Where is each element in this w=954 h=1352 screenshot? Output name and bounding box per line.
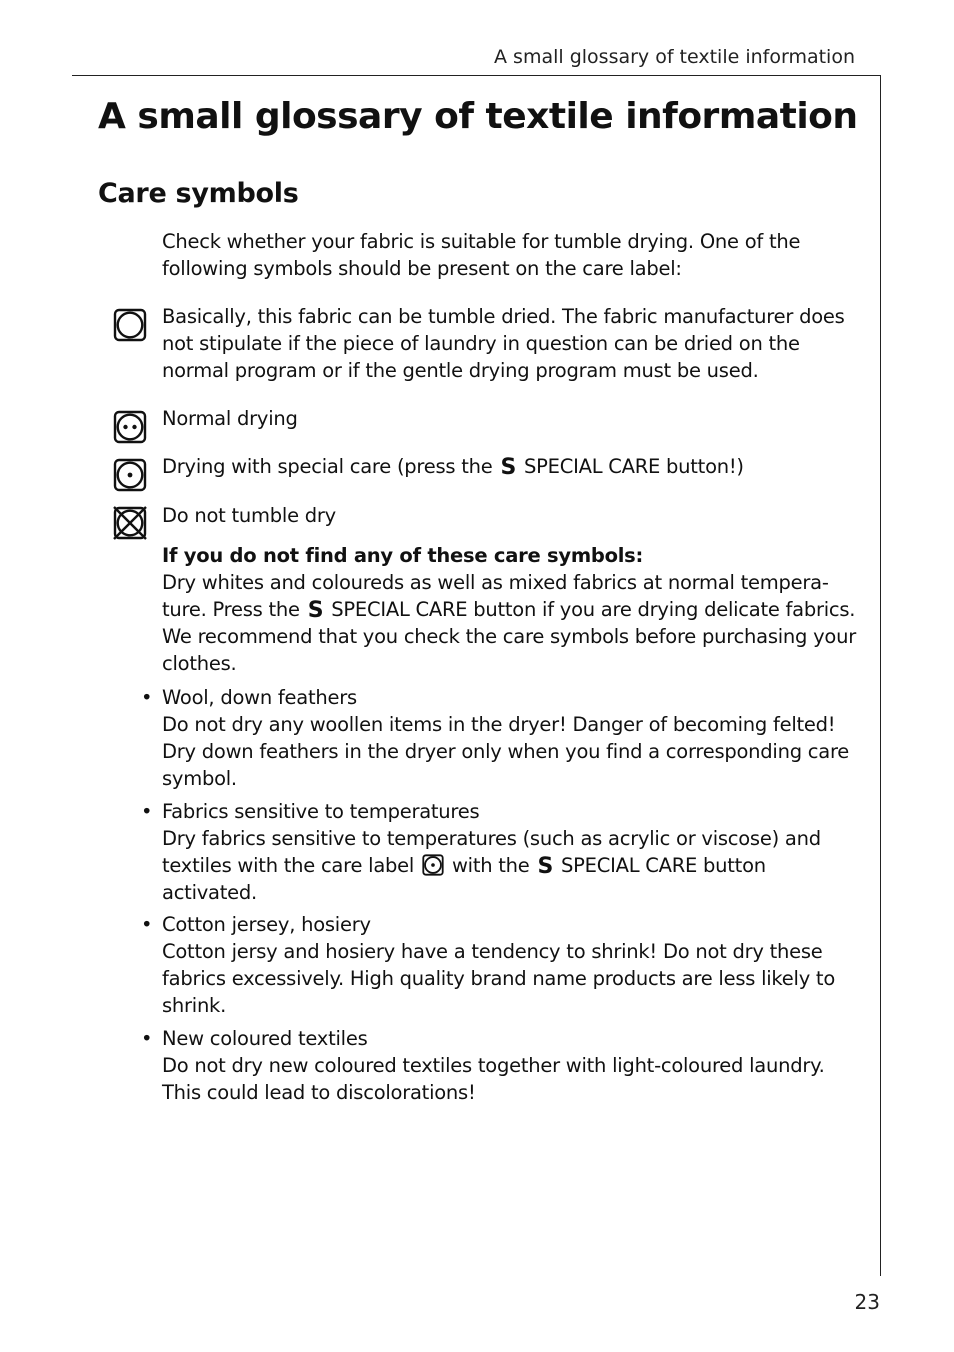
running-header: A small glossary of textile information <box>494 46 855 68</box>
list-item-title: Fabrics sensitive to temperatures <box>162 800 480 823</box>
list-item <box>141 911 858 1019</box>
bullet-icon: • <box>141 800 153 823</box>
bullet-icon: • <box>141 686 153 709</box>
no-symbols-heading: If you do not find any of these care symbols: <box>162 544 644 567</box>
special-care-button-icon: S <box>500 455 517 480</box>
list-item <box>141 1025 858 1106</box>
list-item <box>141 684 858 792</box>
bullet-icon: • <box>141 1027 153 1050</box>
tumble-dry-special-care-icon <box>422 854 444 876</box>
bullet-icon: • <box>141 913 153 936</box>
symbol-description-tumble-dry: Basically, this fabric can be tumble dried. The fabric manufacturer does not stipulate if the piece of laundry in question can be dried on the normal program or if the gentle drying program must be used. <box>162 305 845 382</box>
symbol-description-do-not-dry: Do not tumble dry <box>162 504 336 527</box>
no-symbols-section <box>162 542 858 677</box>
list-item-title: Wool, down feathers <box>162 686 357 709</box>
page-title: A small glossary of textile information <box>98 96 858 137</box>
special-care-button-icon: S <box>307 598 324 623</box>
no-symbols-text: Dry whites and coloureds as well as mixed fabrics at normal tempera-ture. Press the S SPECIAL CARE button if you are drying delicate fabrics. We recommend that you check the care symbols before purchasing your clothes. <box>162 571 856 675</box>
page-number: 23 <box>854 1290 880 1314</box>
intro-paragraph: Check whether your fabric is suitable for tumble drying. One of the following symbols should be present on the care label: <box>162 230 801 280</box>
section-heading: Care symbols <box>98 178 299 209</box>
special-care-button-icon: S <box>537 854 554 879</box>
header-rule <box>72 75 881 76</box>
list-item-title: New coloured textiles <box>162 1027 368 1050</box>
list-item-text: Cotton jersy and hosiery have a tendency to shrink! Do not dry these fabrics excessively. High quality brand name products are less likely to shrink. <box>162 940 836 1017</box>
list-item-text: Dry fabrics sensitive to temperatures (such as acrylic or viscose) and textiles with the care label with the S SPECIAL CARE button activated. <box>162 827 821 904</box>
tumble-dry-special-care-icon <box>113 458 147 492</box>
symbol-description-normal: Normal drying <box>162 407 298 430</box>
list-item <box>141 798 858 906</box>
list-item-text: Do not dry any woollen items in the dryer! Danger of becoming felted! Dry down feathers in the dryer only when you find a corresponding care symbol. <box>162 713 850 790</box>
tumble-dry-icon <box>113 308 147 342</box>
symbol-description-special-care: Drying with special care (press the S SPECIAL CARE button!) <box>162 455 744 480</box>
list-item-title: Cotton jersey, hosiery <box>162 913 371 936</box>
do-not-tumble-dry-icon <box>113 506 147 540</box>
tumble-dry-normal-icon <box>113 410 147 444</box>
list-item-text: Do not dry new coloured textiles together with light-coloured laundry. This could lead to discolorations! <box>162 1054 825 1104</box>
side-rule <box>880 75 881 1276</box>
